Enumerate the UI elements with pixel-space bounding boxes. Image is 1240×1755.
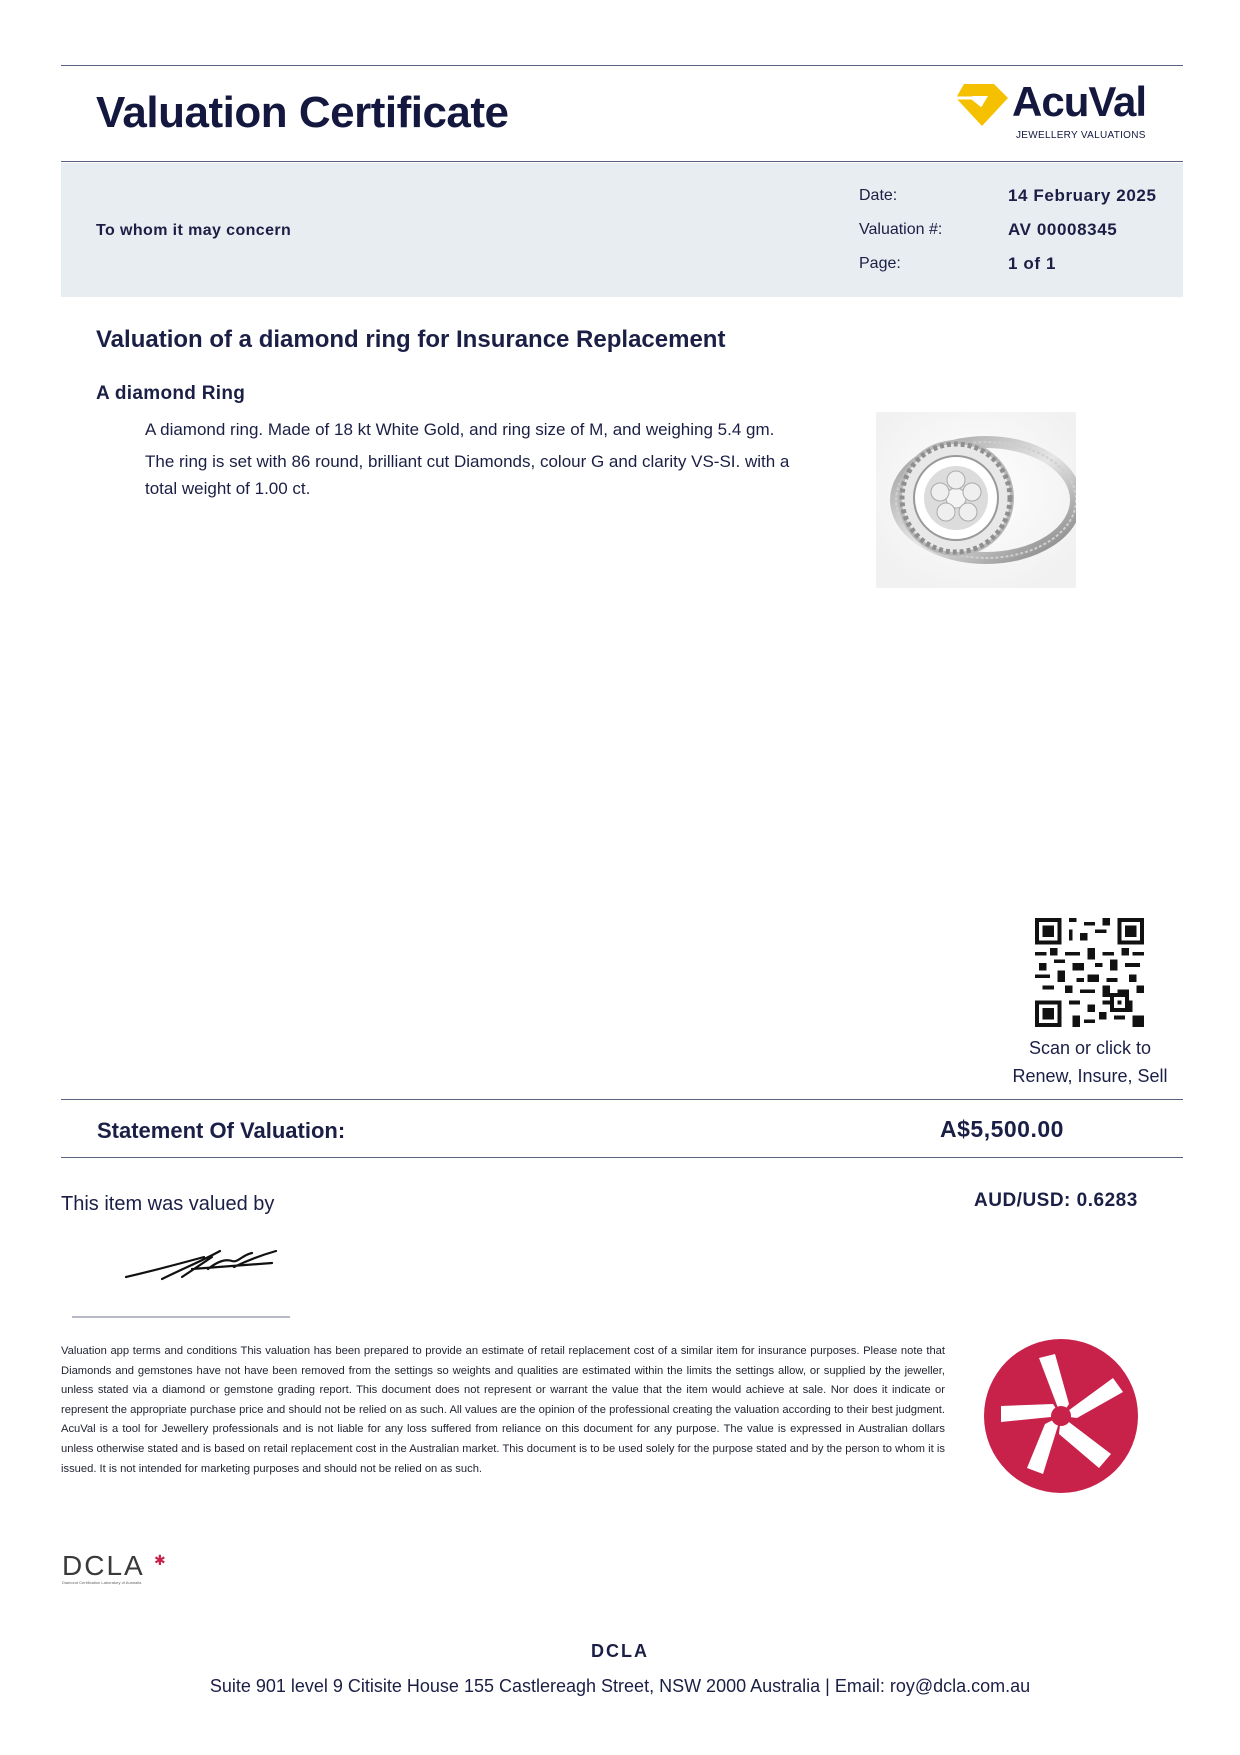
- brand-tagline: JEWELLERY VALUATIONS: [1016, 130, 1146, 141]
- statement-label: Statement Of Valuation:: [97, 1118, 346, 1143]
- item-description-1: A diamond ring. Made of 18 kt White Gold, and ring size of M, and weighing 5.4 gm.: [145, 420, 775, 439]
- signature-line: [72, 1316, 290, 1318]
- terms-and-conditions: Valuation app terms and conditions This valuation has been prepared to provide an estimate of retail replacement cost of a similar item for insurance purposes. Please note that Diamonds and gemstones have not have been removed from the settings so weights and qualities are estimated within the limits the settings allow, or supplied by the jeweller, unless stated via a diamond or gemstone grading report. This document does not represent or warrant the value that the item would achieve at sale. Nor does it indicate or represent the appropriate purchase price and should not be relied on as such. All values are the opinion of the professional creating the valuation according to their best judgment. AcuVal is a tool for Jewellery professionals and is not liable for any loss suffered from reliance on this document for any purpose. The value is expressed in Australian dollars unless otherwise stated and is based on retail replacement cost in the Australian market. This document is to be used solely for the purpose stated and by the person to whom it is issued. It is not intended for marketing purposes and should not be relied on as such.: [61, 1345, 945, 1475]
- exchange-rate: AUD/USD: 0.6283: [974, 1190, 1138, 1211]
- qr-caption: [1000, 1034, 1180, 1090]
- recipient: To whom it may concern: [96, 222, 292, 239]
- dcla-logo-word: DCLA: [62, 1550, 145, 1581]
- acuval-diamond-icon: [950, 80, 1012, 130]
- dcla-flower-icon: ✱: [154, 1552, 166, 1568]
- date-label: Date:: [859, 187, 898, 204]
- page-value: 1 of 1: [1008, 254, 1057, 273]
- qr-caption-line1: Scan or click to: [1028, 1038, 1152, 1058]
- date-value: 14 February 2025: [1008, 186, 1157, 205]
- ring-photo: [876, 412, 1076, 588]
- page-label: Page:: [859, 255, 901, 272]
- footer-address: Suite 901 level 9 Citisite House 155 Castlereagh Street, NSW 2000 Australia | Email: roy@dcla.com.au: [209, 1676, 1031, 1696]
- dcla-logo-sub: Diamond Certification Laboratory of Australia: [62, 1580, 142, 1585]
- band-top-rule: [61, 161, 1183, 162]
- valued-by-label: This item was valued by: [61, 1193, 275, 1215]
- page-title: Valuation Certificate: [96, 88, 509, 137]
- dcla-logo: [62, 1550, 172, 1590]
- item-subheading: A diamond Ring: [96, 383, 246, 404]
- brand-name: AcuVal: [1012, 78, 1147, 125]
- acuval-logo: [950, 78, 1160, 144]
- valuation-number-label: Valuation #:: [859, 221, 943, 238]
- footer-company: DCLA: [591, 1641, 649, 1661]
- qr-caption-line2: Renew, Insure, Sell: [1012, 1066, 1168, 1086]
- statement-bottom-rule: [61, 1157, 1183, 1158]
- valuer-signature: [122, 1243, 282, 1283]
- dcla-seal-icon: [983, 1338, 1139, 1494]
- item-heading: Valuation of a diamond ring for Insurance Replacement: [96, 326, 726, 353]
- statement-top-rule: [61, 1099, 1183, 1100]
- item-description-2: The ring is set with 86 round, brilliant cut Diamonds, colour G and clarity VS-SI. with a total weight of 1.00 ct.: [145, 452, 790, 498]
- qr-code[interactable]: [1035, 918, 1144, 1027]
- valuation-number-value: AV 00008345: [1008, 220, 1118, 239]
- top-rule: [61, 65, 1183, 66]
- statement-value: A$5,500.00: [940, 1116, 1064, 1142]
